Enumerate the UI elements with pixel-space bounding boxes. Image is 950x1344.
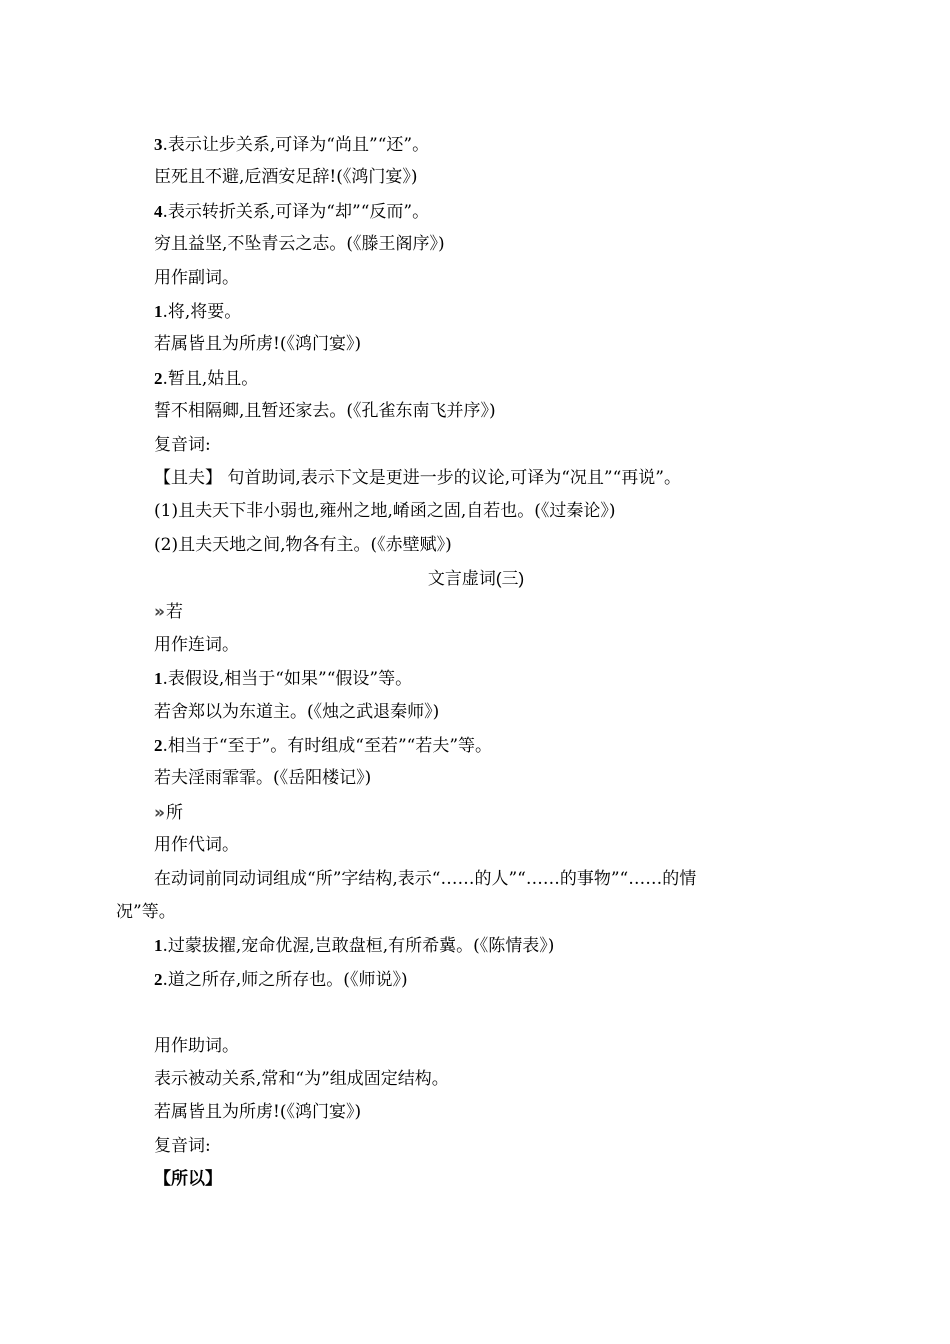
term-label: 【且夫】 [154, 467, 222, 488]
text-line: 臣死且不避,卮酒安足辞!(《鸿门宴》) [154, 167, 418, 188]
document-body [116, 128, 836, 1197]
blank-line [116, 996, 836, 1029]
text-line: 复音词: [154, 1135, 211, 1156]
text-line: 2.暂且,姑且。 [154, 368, 259, 389]
text-line: 用作连词。 [154, 634, 239, 655]
paragraph-line-continued: 况”等。 [116, 901, 176, 922]
term-definition: 【且夫】 句首助词,表示下文是更进一步的议论,可译为“况且”“再说”。 [154, 467, 681, 488]
text-line: 3.表示让步关系,可译为“尚且”“还”。 [154, 135, 430, 155]
entry-heading-suo: » 所 [116, 796, 836, 829]
entry-heading-ruo: » 若 [116, 595, 836, 628]
text-line: 若属皆且为所虏!(《鸿门宴》) [154, 1102, 362, 1123]
example-line: (1)且夫天下非小弱也,雍州之地,崤函之固,自若也。(《过秦论》) [154, 501, 616, 522]
text-line: 用作助词。 [154, 1035, 239, 1056]
term-label: 【所以】 [154, 1169, 222, 1190]
text-line: 若舍郑以为东道主。(《烛之武退秦师》) [154, 701, 440, 722]
text-line: 穷且益坚,不坠青云之志。(《滕王阁序》) [154, 234, 445, 255]
paragraph-line: 在动词前同动词组成“所”字结构,表示“……的人”“……的事物”“……的情 [154, 868, 697, 889]
example-line: (2)且夫天地之间,物各有主。(《赤壁赋》) [154, 534, 452, 555]
text-line: 表示被动关系,常和“为”组成固定结构。 [154, 1068, 449, 1089]
text-line: 若属皆且为所虏!(《鸿门宴》) [154, 334, 362, 355]
section-title: 文言虚词(三) [427, 569, 525, 589]
text-line: 1.表假设,相当于“如果”“假设”等。 [154, 669, 413, 690]
text-line: 若夫淫雨霏霏。(《岳阳楼记》) [154, 768, 372, 789]
chevron-right-icon: » [154, 802, 162, 823]
text-line: 用作代词。 [154, 835, 239, 856]
chevron-right-icon: » [154, 602, 162, 623]
example-line: 2.道之所存,师之所存也。(《师说》) [154, 969, 408, 990]
text-line: 复音词: [154, 434, 211, 455]
text-line: 4.表示转折关系,可译为“却”“反而”。 [154, 201, 430, 222]
text-line: 誓不相隔卿,且暂还家去。(《孔雀东南飞并序》) [154, 401, 496, 422]
text-line: 2.相当于“至于”。有时组成“至若”“若夫”等。 [154, 736, 493, 757]
text-line: 用作副词。 [154, 267, 239, 288]
text-line: 1.将,将要。 [154, 301, 242, 322]
example-line: 1.过蒙拔擢,宠命优渥,岂敢盘桓,有所希冀。(《陈情表》) [154, 936, 555, 957]
